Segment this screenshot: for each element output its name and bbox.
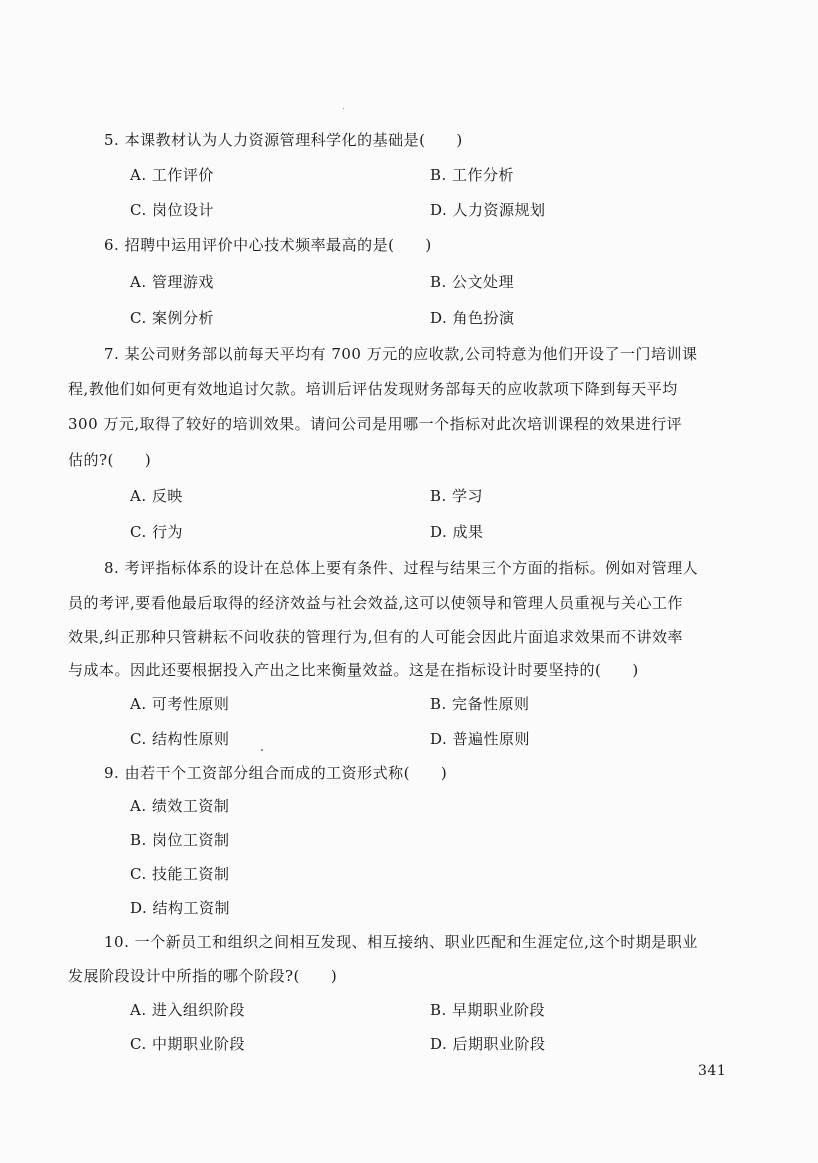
question-9-option-d: D. 结构工资制 xyxy=(130,899,231,917)
question-8-option-b: B. 完备性原则 xyxy=(430,695,530,713)
scan-speck xyxy=(261,749,263,751)
question-9-option-a: A. 绩效工资制 xyxy=(130,797,230,815)
question-7-option-d: D. 成果 xyxy=(430,523,484,541)
question-7-line-1: 7. 某公司财务部以前每天平均有 700 万元的应收款,公司特意为他们开设了一门培训课 xyxy=(104,345,698,363)
question-6-stem: 6. 招聘中运用评价中心技术频率最高的是( ) xyxy=(104,236,432,254)
question-6-option-c: C. 案例分析 xyxy=(130,309,214,327)
question-6-option-b: B. 公文处理 xyxy=(430,273,515,291)
question-8-option-d: D. 普遍性原则 xyxy=(430,730,531,748)
question-10-line-1: 10. 一个新员工和组织之间相互发现、相互接纳、职业匹配和生涯定位,这个时期是职业 xyxy=(104,933,698,951)
question-6-option-d: D. 角色扮演 xyxy=(430,309,515,327)
question-7-line-3: 300 万元,取得了较好的培训效果。请问公司是用哪一个指标对此次培训课程的效果进行评 xyxy=(68,415,683,433)
question-8-line-3: 效果,纠正那种只管耕耘不问收获的管理行为,但有的人可能会因此片面追求效果而不讲效率 xyxy=(68,628,684,646)
question-8-option-c: C. 结构性原则 xyxy=(130,730,230,748)
question-6-option-a: A. 管理游戏 xyxy=(130,273,214,291)
question-10-option-d: D. 后期职业阶段 xyxy=(430,1035,546,1053)
scan-speck xyxy=(343,108,344,109)
question-8-line-1: 8. 考评指标体系的设计在总体上要有条件、过程与结果三个方面的指标。例如对管理人 xyxy=(104,559,699,577)
question-9-option-c: C. 技能工资制 xyxy=(130,865,230,883)
question-10-option-a: A. 进入组织阶段 xyxy=(130,1001,245,1019)
question-9-stem: 9. 由若干个工资部分组合而成的工资形式称( ) xyxy=(104,764,448,782)
question-8-line-4: 与成本。因此还要根据投入产出之比来衡量效益。这是在指标设计时要坚持的( ) xyxy=(68,661,639,679)
question-10-option-b: B. 早期职业阶段 xyxy=(430,1001,546,1019)
question-9-option-b: B. 岗位工资制 xyxy=(130,831,230,849)
question-7-option-a: A. 反映 xyxy=(130,487,183,505)
question-8-option-a: A. 可考性原则 xyxy=(130,695,230,713)
question-5-option-b: B. 工作分析 xyxy=(430,166,515,184)
question-7-line-4: 估的?( ) xyxy=(68,451,152,469)
question-5-option-a: A. 工作评价 xyxy=(130,166,214,184)
question-7-line-2: 程,教他们如何更有效地追讨欠款。培训后评估发现财务部每天的应收款项下降到每天平均 xyxy=(68,380,678,398)
page-number: 341 xyxy=(698,1063,727,1079)
question-10-option-c: C. 中期职业阶段 xyxy=(130,1035,245,1053)
question-8-line-2: 员的考评,要看他最后取得的经济效益与社会效益,这可以使领导和管理人员重视与关心工作 xyxy=(68,594,684,612)
question-7-option-c: C. 行为 xyxy=(130,523,183,541)
question-5-stem: 5. 本课教材认为人力资源管理科学化的基础是( ) xyxy=(104,131,463,149)
question-5-option-d: D. 人力资源规划 xyxy=(430,201,546,219)
question-7-option-b: B. 学习 xyxy=(430,487,484,505)
question-5-option-c: C. 岗位设计 xyxy=(130,201,214,219)
question-10-line-2: 发展阶段设计中所指的哪个阶段?( ) xyxy=(68,967,338,985)
